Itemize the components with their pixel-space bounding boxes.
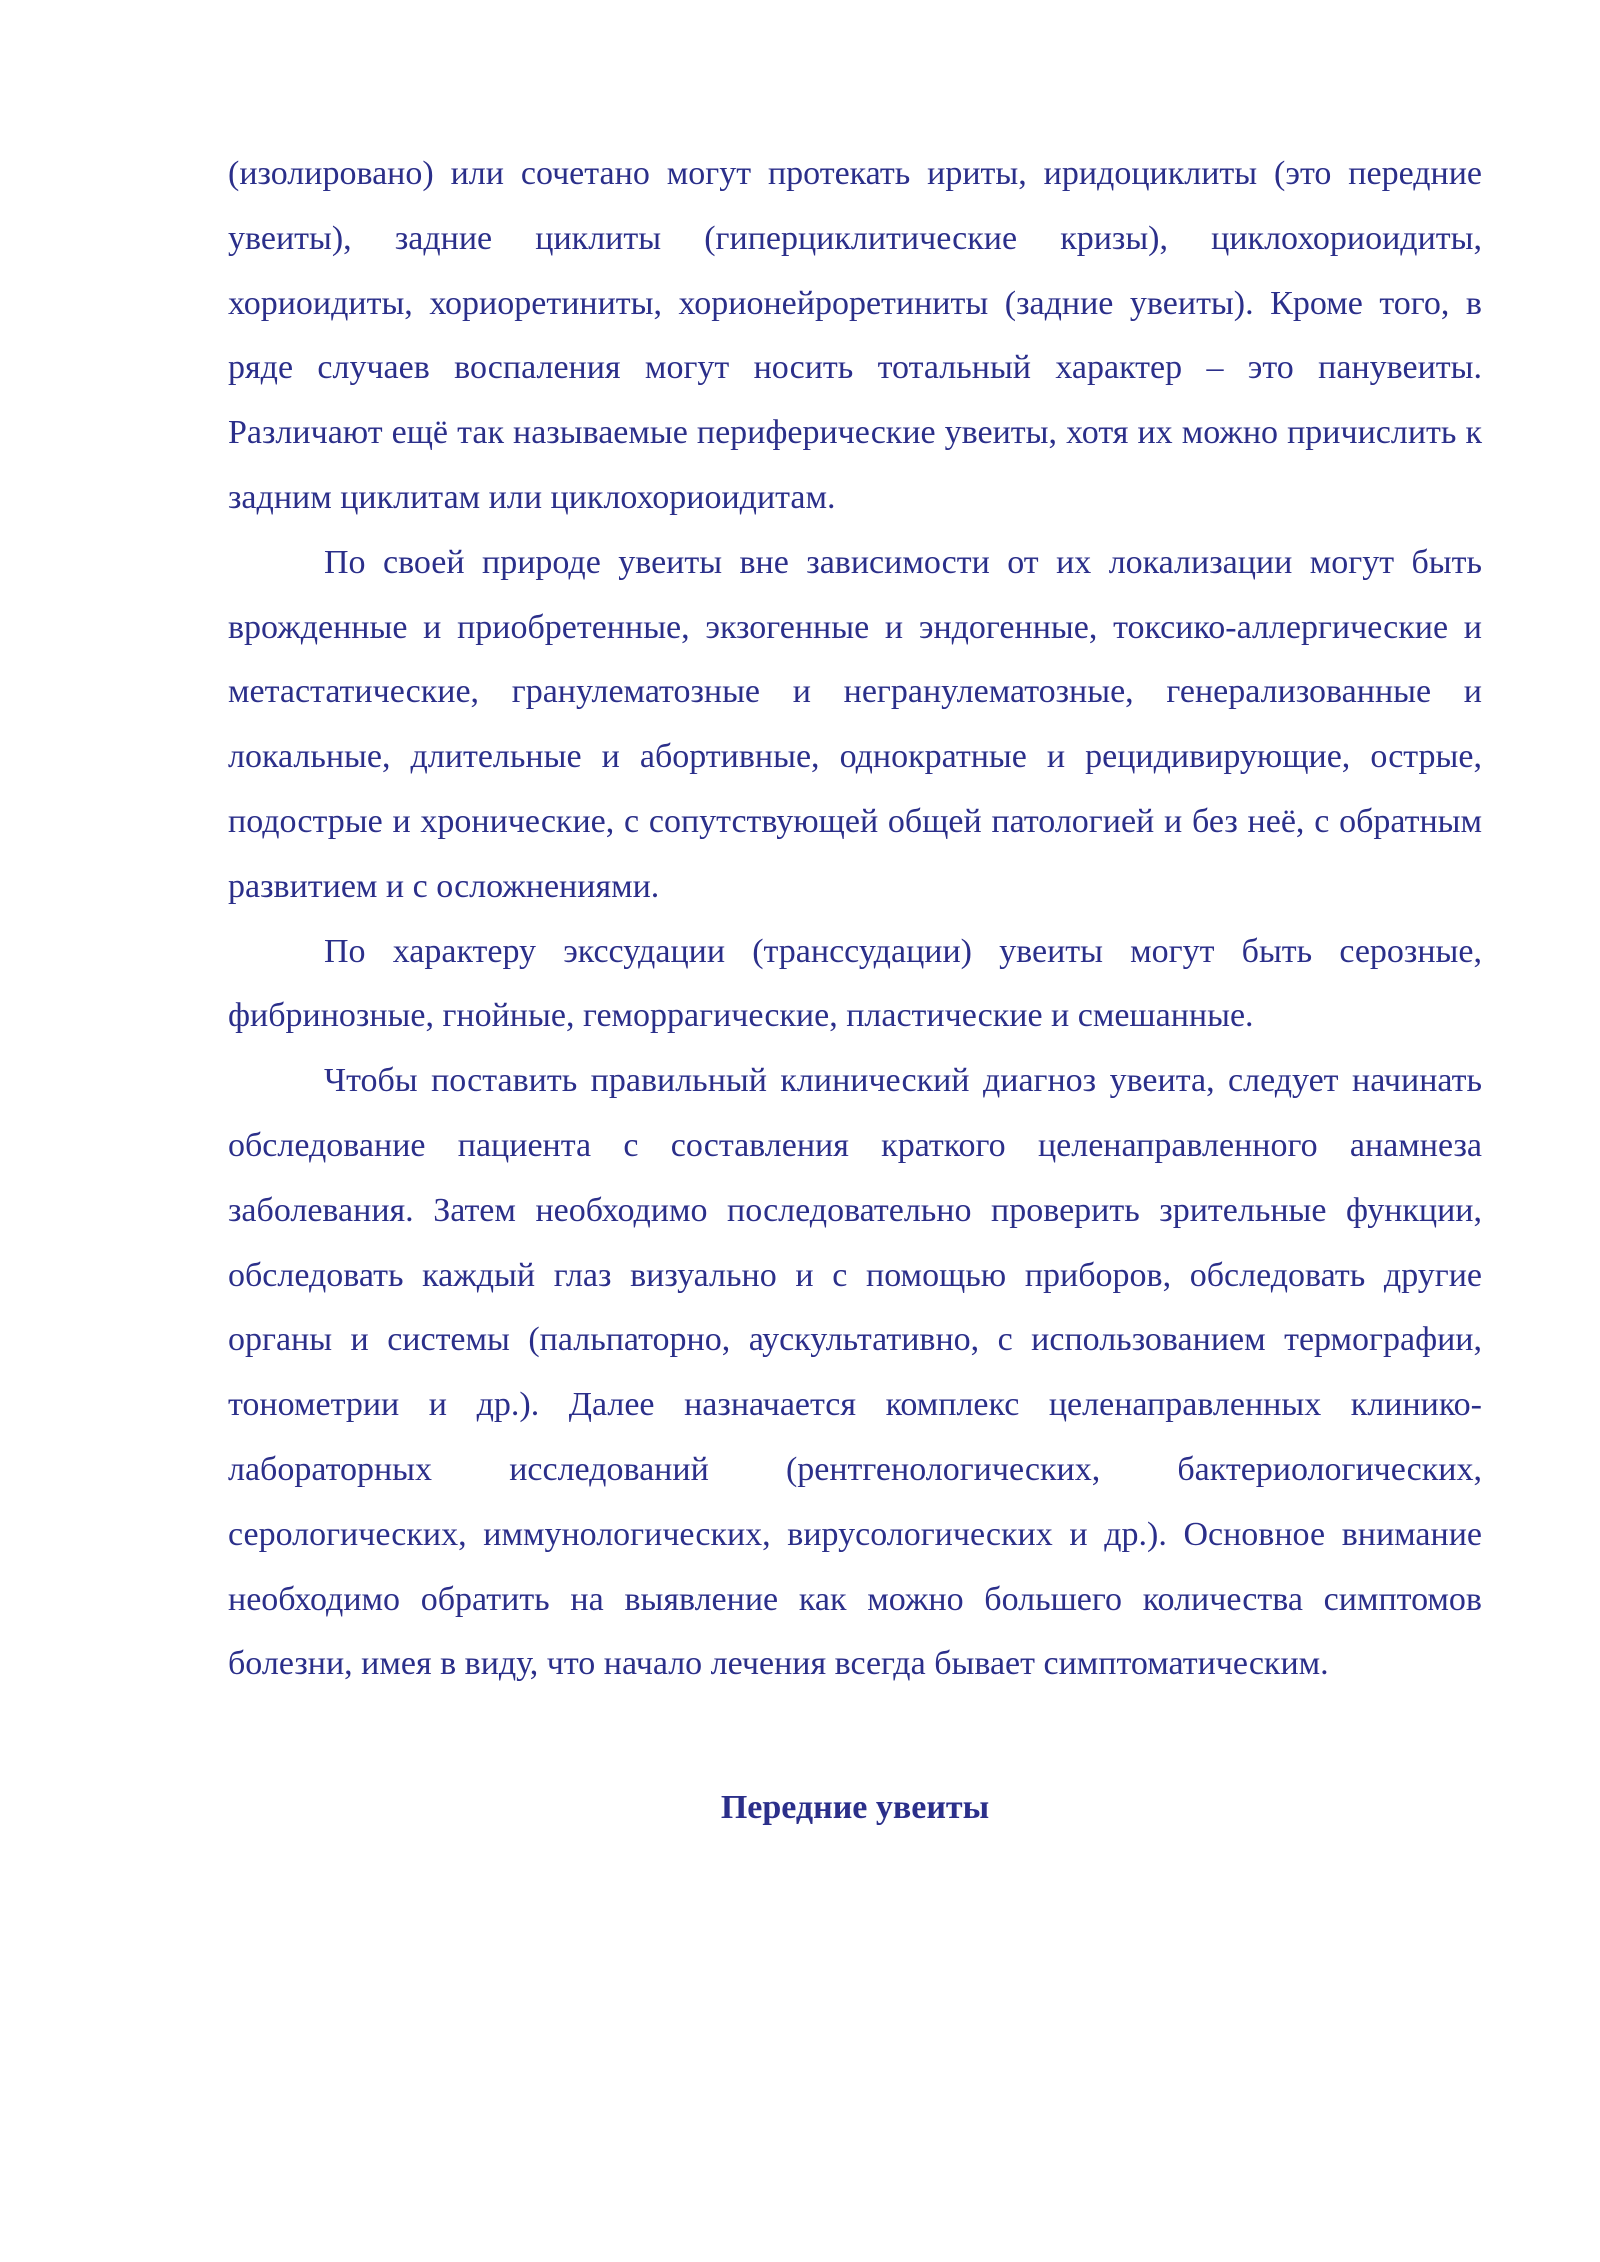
paragraph-uveitis-localization: (изолировано) или сочетано могут протекать ириты, иридоциклиты (это передние увеиты), задние циклиты (гиперциклитические кризы), циклохориоидиты, хориоидиты, хориоретиниты, хорионейроретиниты (задние увеиты). Кроме того, в ряде случаев воспаления могут носить тотальный характер – это панувеиты. Различают ещё так называемые периферические увеиты, хотя их можно причислить к задним циклитам или циклохориоидитам.	[228, 155, 1482, 516]
paragraph-uveitis-nature: По своей природе увеиты вне зависимости от их локализации могут быть врожденные и приобретенные, экзогенные и эндогенные, токсико-аллергические и метастатические, гранулематозные и негранулематозные, генерализованные и локальные, длительные и абортивные, однократные и рецидивирующие, острые, подострые и хронические, с сопутствующей общей патологией и без неё, с обратным развитием и с осложнениями.	[228, 543, 1482, 905]
paragraph-uveitis-exudation: По характеру экссудации (транссудации) увеиты могут быть серозные, фибринозные, гнойные, геморрагические, пластические и смешанные.	[228, 932, 1482, 1035]
section-heading: Передние увеиты	[720, 1789, 990, 1827]
body-text	[228, 142, 1482, 1841]
paragraph-uveitis-diagnosis: Чтобы поставить правильный клинический диагноз увеита, следует начинать обследование пациента с составления краткого целенаправленного анамнеза заболевания. Затем необходимо последовательно проверить зрительные функции, обследовать каждый глаз визуально и с помощью приборов, обследовать другие органы и системы (пальпаторно, аускультативно, с использованием термографии, тонометрии и др.). Далее назначается комплекс целенаправленных клинико-лабораторных исследований (рентгенологических, бактериологических, серологических, иммунологических, вирусологических и др.). Основное внимание необходимо обратить на выявление как можно большего количества симптомов болезни, имея в виду, что начало лечения всегда бывает симптоматическим.	[228, 1062, 1482, 1683]
